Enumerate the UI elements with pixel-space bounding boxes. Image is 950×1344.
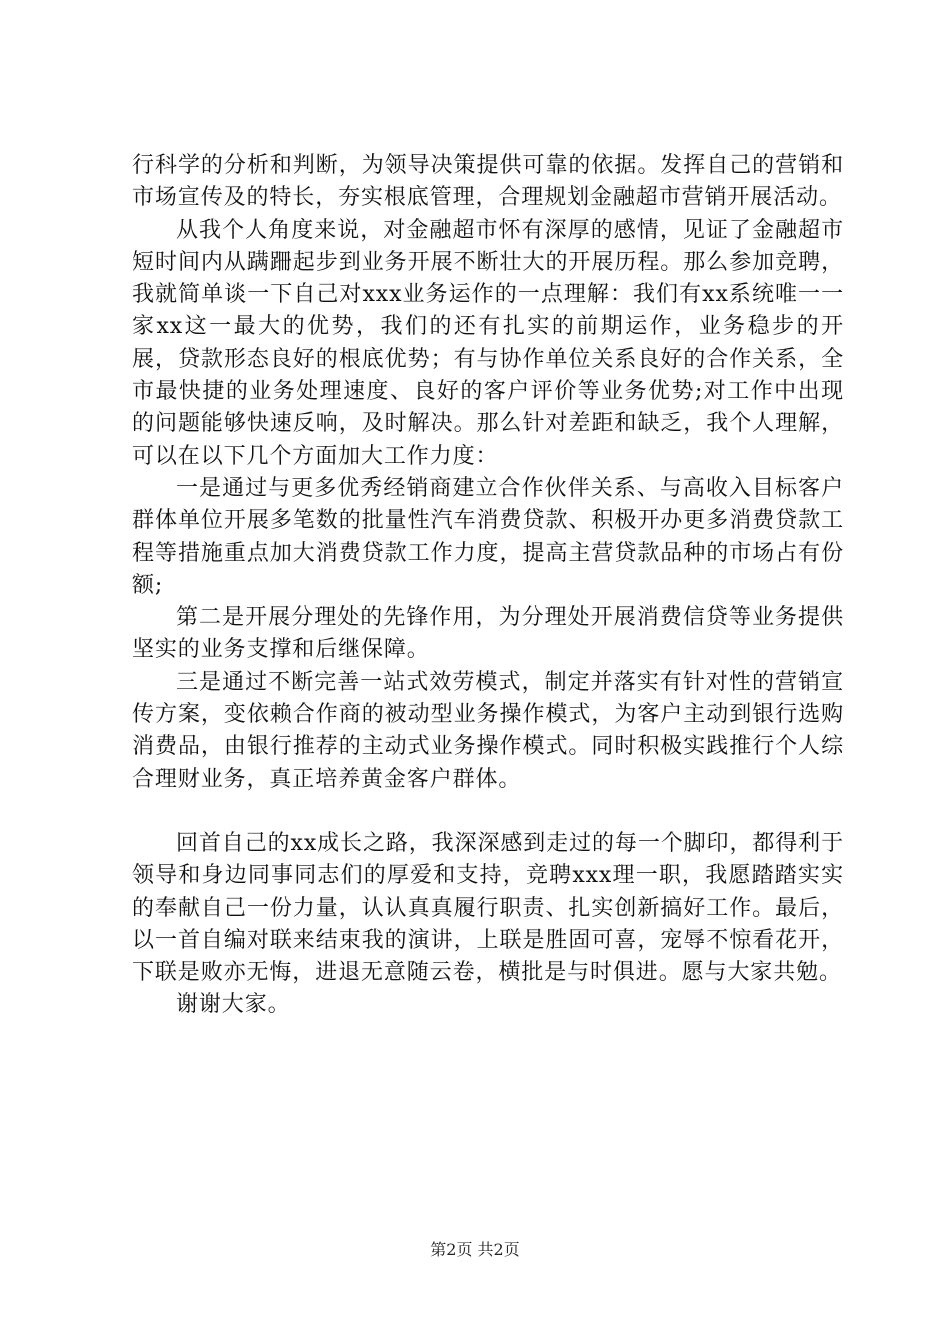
paragraph-point-one: 一是通过与更多优秀经销商建立合作伙伴关系、与高收入目标客户群体单位开展多笔数的批量性汽车消费贷款、积极开办更多消费贷款工程等措施重点加大消费贷款工作力度，提高主营贷款品种的市场占有份额; bbox=[132, 475, 844, 598]
paragraph-point-three: 三是通过不断完善一站式效劳模式，制定并落实有针对性的营销宣传方案，变依赖合作商的被动型业务操作模式，为客户主动到银行选购消费品，由银行推荐的主动式业务操作模式。同时积极实践推行个人综合理财业务，真正培养黄金客户群体。 bbox=[132, 669, 844, 792]
document-body bbox=[132, 150, 844, 1022]
paragraph-personal-view: 从我个人角度来说，对金融超市怀有深厚的感情，见证了金融超市短时间内从蹒跚起步到业务开展不断壮大的开展历程。那么参加竞聘，我就简单谈一下自己对xxx业务运作的一点理解：我们有xx系统唯一一家xx这一最大的优势，我们的还有扎实的前期运作，业务稳步的开展，贷款形态良好的根底优势；有与协作单位关系良好的合作关系，全市最快捷的业务处理速度、良好的客户评价等业务优势;对工作中出现的问题能够快速反响，及时解决。那么针对差距和缺乏，我个人理解，可以在以下几个方面加大工作力度： bbox=[132, 217, 844, 469]
paragraph-spacer bbox=[132, 796, 844, 828]
paragraph-thanks: 谢谢大家。 bbox=[176, 992, 291, 1018]
paragraph-closing: 回首自己的xx成长之路，我深深感到走过的每一个脚印，都得利于领导和身边同事同志们的厚爱和支持，竞聘xxx理一职，我愿踏踏实实的奉献自己一份力量，认认真真履行职责、扎实创新搞好工作。最后，以一首自编对联来结束我的演讲，上联是胜固可喜，宠辱不惊看花开，下联是败亦无悔，进退无意随云卷，横批是与时俱进。愿与大家共勉。 bbox=[132, 830, 844, 986]
paragraph-continuation: 行科学的分析和判断，为领导决策提供可靠的依据。发挥自己的营销和市场宣传及的特长，夯实根底管理，合理规划金融超市营销开展活动。 bbox=[132, 153, 844, 211]
paragraph-point-two: 第二是开展分理处的先锋作用，为分理处开展消费信贷等业务提供坚实的业务支撑和后继保障。 bbox=[132, 605, 844, 663]
page-number-footer: 第2页 共2页 bbox=[430, 1240, 520, 1259]
